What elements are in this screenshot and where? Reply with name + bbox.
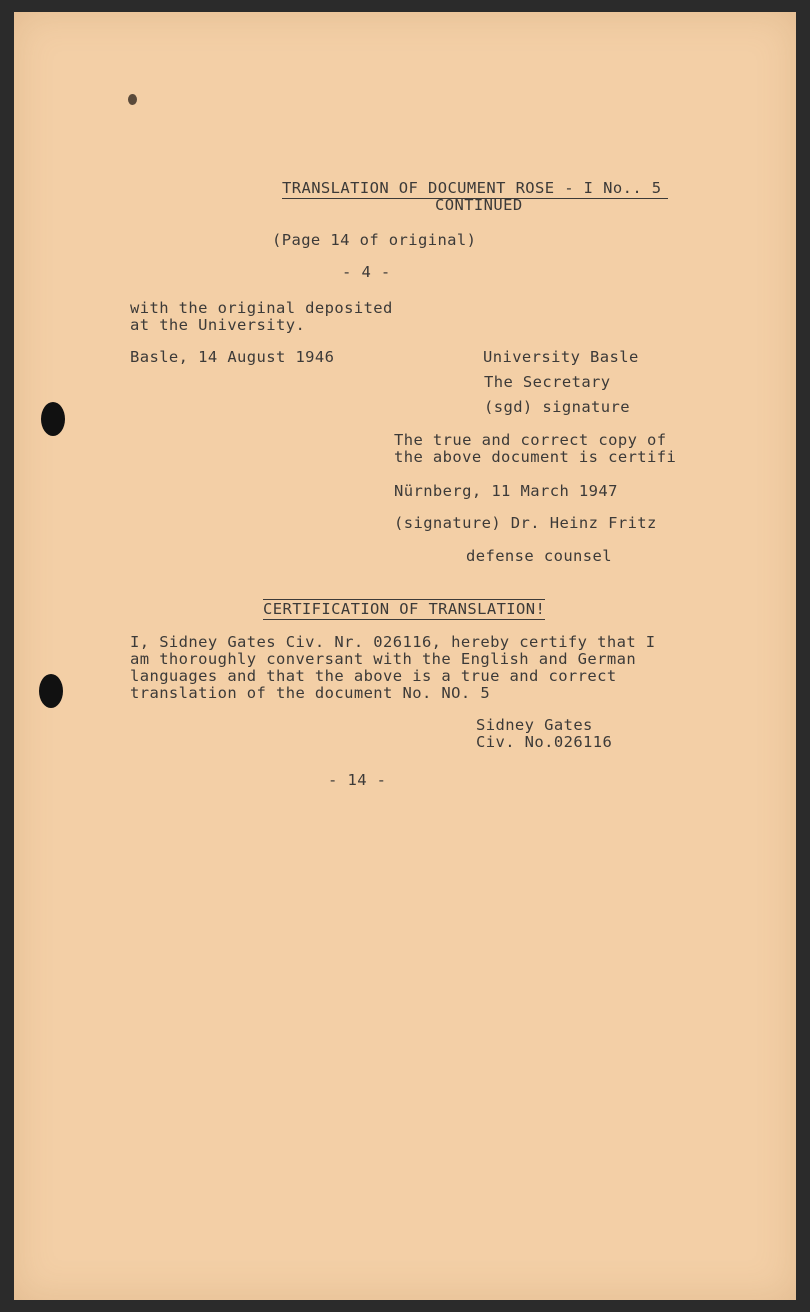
punch-hole-bottom xyxy=(39,674,63,708)
certification-line: languages and that the above is a true and correct xyxy=(130,667,617,685)
signer-line: The Secretary xyxy=(484,373,611,391)
certification-line: am thoroughly conversant with the English and German xyxy=(130,650,637,668)
certification-line: translation of the document No. NO. 5 xyxy=(130,684,491,702)
counsel-role: defense counsel xyxy=(466,547,612,565)
document-title: TRANSLATION OF DOCUMENT ROSE - I No.. 5 xyxy=(282,180,668,199)
punch-hole-top xyxy=(41,402,65,436)
document-subtitle: CONTINUED xyxy=(435,196,523,214)
certification-line: I, Sidney Gates Civ. Nr. 026116, hereby certify that I xyxy=(130,633,656,651)
page-reference: (Page 14 of original) xyxy=(272,231,477,249)
certified-copy-line: the above document is certifi xyxy=(394,448,677,466)
paper-speck xyxy=(128,94,137,105)
translator-name: Sidney Gates xyxy=(476,716,593,734)
document-page xyxy=(14,12,796,1300)
page-number: - 14 - xyxy=(328,771,387,789)
place-date: Basle, 14 August 1946 xyxy=(130,348,335,366)
nuremberg-date: Nürnberg, 11 March 1947 xyxy=(394,482,618,500)
counsel-signature: (signature) Dr. Heinz Fritz xyxy=(394,514,657,532)
certified-copy-line: The true and correct copy of xyxy=(394,431,667,449)
body-line: at the University. xyxy=(130,316,306,334)
signer-line: (sgd) signature xyxy=(484,398,630,416)
translator-civ-number: Civ. No.026116 xyxy=(476,733,613,751)
body-line: with the original deposited xyxy=(130,299,393,317)
signer-line: University Basle xyxy=(483,348,639,366)
page-marker: - 4 - xyxy=(342,263,391,281)
certification-heading: CERTIFICATION OF TRANSLATION! xyxy=(263,600,546,618)
